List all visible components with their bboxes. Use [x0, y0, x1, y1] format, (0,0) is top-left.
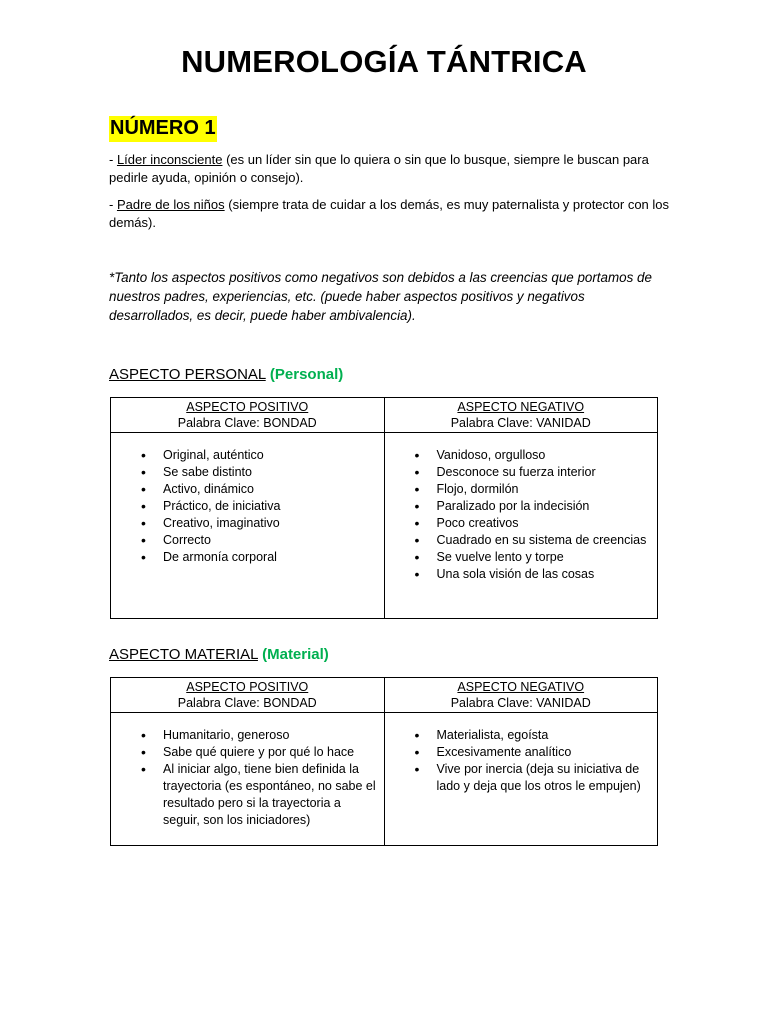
- positive-list: [111, 433, 384, 576]
- list-item: • Se sabe distinto: [163, 464, 378, 481]
- list-item: • Se vuelve lento y torpe: [437, 549, 652, 566]
- negative-keyword: Palabra Clave: VANIDAD: [450, 416, 591, 430]
- beliefs-note: *Tanto los aspectos positivos como negativos son debidos a las creencias que portamos de nuestros padres, experiencias, etc. (puede haber aspectos positivos y negativos desarrollados, es decir, puede haber ambivalencia).: [109, 270, 652, 323]
- section-subtitle: (Personal): [269, 366, 344, 383]
- positive-list: [111, 713, 384, 839]
- trait-paragraph: [109, 151, 669, 187]
- positive-list-cell: [111, 713, 385, 846]
- negative-list: [385, 713, 658, 805]
- negative-header-cell: [384, 678, 658, 713]
- trait-description: (es un líder sin que lo quiera o sin que lo busque, siempre le buscan para pedirle ayuda, opinión o consejo).: [109, 152, 649, 185]
- trait-prefix: -: [109, 152, 117, 167]
- list-item: • De armonía corporal: [163, 549, 378, 566]
- list-item: • Original, auténtico: [163, 447, 378, 464]
- negative-list-cell: [384, 713, 658, 846]
- negative-list: [385, 433, 658, 593]
- number-heading: NÚMERO 1: [109, 116, 217, 142]
- section-subtitle: (Material): [262, 646, 329, 663]
- trait-description: (siempre trata de cuidar a los demás, es muy paternalista y protector con los demás).: [109, 197, 670, 230]
- list-item: • Poco creativos: [437, 515, 652, 532]
- aspect-table-personal: [110, 397, 658, 619]
- list-item: • Al iniciar algo, tiene bien definida la trayectoria (es espontáneo, no sabe el resultado pero si la trayectoria a seguir, son los iniciadores): [163, 761, 378, 829]
- list-item: • Creativo, imaginativo: [163, 515, 378, 532]
- positive-keyword: Palabra Clave: BONDAD: [177, 416, 317, 430]
- negative-keyword: Palabra Clave: VANIDAD: [450, 696, 591, 710]
- aspect-table-material: [110, 677, 658, 846]
- positive-title: ASPECTO POSITIVO: [186, 680, 309, 694]
- negative-list-cell: [384, 433, 658, 619]
- list-item: • Excesivamente analítico: [437, 744, 652, 761]
- negative-header-cell: [384, 398, 658, 433]
- list-item: • Flojo, dormilón: [437, 481, 652, 498]
- positive-list-cell: [111, 433, 385, 619]
- list-item: • Cuadrado en su sistema de creencias: [437, 532, 652, 549]
- trait-name: Padre de los niños: [116, 197, 225, 212]
- positive-title: ASPECTO POSITIVO: [186, 400, 309, 414]
- section-title: ASPECTO PERSONAL: [109, 366, 266, 383]
- list-item: • Vanidoso, orgulloso: [437, 447, 652, 464]
- list-item: • Una sola visión de las cosas: [437, 566, 652, 583]
- list-item: • Activo, dinámico: [163, 481, 378, 498]
- trait-name: Líder inconsciente: [116, 152, 223, 167]
- list-item: • Humanitario, generoso: [163, 727, 378, 744]
- list-item: • Desconoce su fuerza interior: [437, 464, 652, 481]
- page-title: NUMEROLOGÍA TÁNTRICA: [181, 44, 587, 79]
- list-item: • Materialista, egoísta: [437, 727, 652, 744]
- list-item: • Práctico, de iniciativa: [163, 498, 378, 515]
- positive-header-cell: [111, 398, 385, 433]
- trait-prefix: -: [109, 197, 117, 212]
- section-heading-material: [109, 646, 329, 663]
- positive-header-cell: [111, 678, 385, 713]
- list-item: • Sabe qué quiere y por qué lo hace: [163, 744, 378, 761]
- section-title: ASPECTO MATERIAL: [109, 646, 258, 663]
- list-item: • Paralizado por la indecisión: [437, 498, 652, 515]
- negative-title: ASPECTO NEGATIVO: [457, 400, 585, 414]
- positive-keyword: Palabra Clave: BONDAD: [177, 696, 317, 710]
- list-item: • Correcto: [163, 532, 378, 549]
- trait-paragraph: [109, 196, 669, 232]
- list-item: • Vive por inercia (deja su iniciativa de lado y deja que los otros le empujen): [437, 761, 652, 795]
- section-heading-personal: [109, 366, 343, 383]
- negative-title: ASPECTO NEGATIVO: [457, 680, 585, 694]
